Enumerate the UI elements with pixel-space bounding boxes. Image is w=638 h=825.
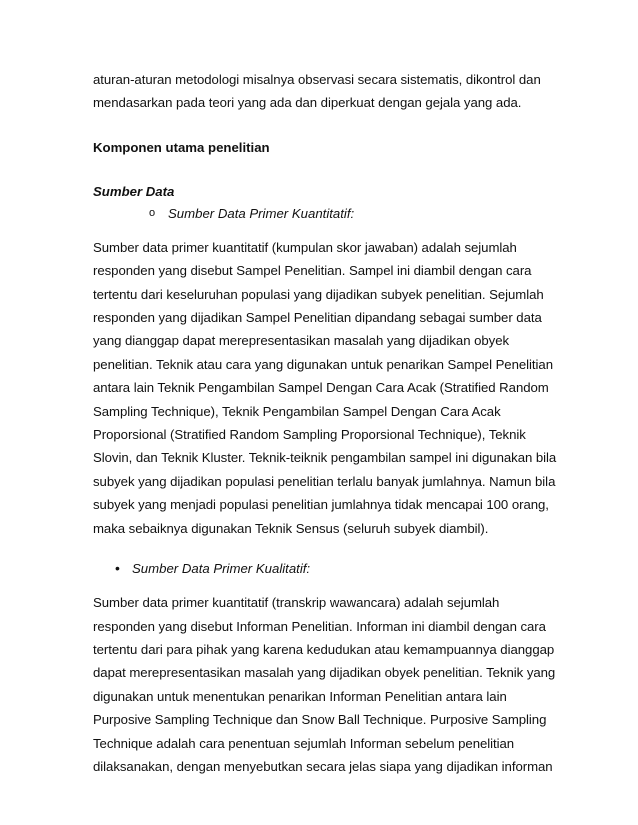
- text-line: responden yang disebut Informan Penelitian. Informan ini diambil dengan cara: [93, 618, 546, 634]
- text-line: Proporsional (Stratified Random Sampling Proporsional Technique), Teknik: [93, 427, 526, 443]
- hollow-bullet-icon: o: [149, 206, 156, 219]
- text-line: Sumber data primer kuantitatif (transkrip wawancara) adalah sejumlah: [93, 595, 500, 611]
- text-line: maka sebaiknya digunakan Teknik Sensus (seluruh subyek diambil).: [93, 520, 489, 536]
- text-line: Sumber data primer kuantitatif (kumpulan skor jawaban) adalah sejumlah: [93, 239, 517, 255]
- text-line: penelitian. Teknik atau cara yang digunakan untuk penarikan Sampel Penelitian: [93, 356, 553, 372]
- list-item-quantitative: [93, 202, 553, 225]
- subsection-heading: Sumber Data: [93, 183, 175, 199]
- text-line: responden yang dijadikan Sampel Penelitian dipandang sebagai sumber data: [93, 310, 542, 326]
- text-line: digunakan untuk menentukan penarikan Informan Penelitian antara lain: [93, 688, 507, 704]
- text-line: subyek yang menjadi populasi penelitian jumlahnya tidak mencapai 100 orang,: [93, 497, 549, 513]
- document-page: [93, 68, 557, 778]
- list-item-label: Sumber Data Primer Kuantitatif:: [168, 205, 355, 221]
- paragraph-quantitative: [93, 236, 557, 540]
- list-item-label: Sumber Data Primer Kualitatif:: [132, 561, 311, 577]
- text-line: tertentu dari keseluruhan populasi yang dijadikan subyek penelitian. Sejumlah: [93, 286, 544, 302]
- text-line: Slovin, dan Teknik Kluster. Teknik-teiknik pengambilan sampel ini digunakan bila: [93, 450, 557, 466]
- intro-paragraph: [93, 68, 553, 115]
- text-line: Purposive Sampling Technique dan Snow Ball Technique. Purposive Sampling: [93, 712, 547, 728]
- text-line: yang dianggap dapat merepresentasikan masalah yang dijadikan obyek: [93, 333, 510, 349]
- bullet-icon: •: [115, 560, 120, 577]
- text-line: mendasarkan pada teori yang ada dan diperkuat dengan gejala yang ada.: [93, 95, 522, 111]
- section-heading: Komponen utama penelitian: [93, 139, 270, 155]
- text-line: subyek yang dijadikan populasi penelitian terlalu banyak jumlahnya. Namun bila: [93, 473, 556, 489]
- text-line: responden yang disebut Sampel Penelitian. Sampel ini diambil dengan cara: [93, 263, 532, 279]
- text-line: tertentu dari para pihak yang karena kedudukan atau kemampuannya dianggap: [93, 641, 555, 657]
- text-line: dapat merepresentasikan masalah yang dijadikan obyek penelitian. Teknik yang: [93, 665, 556, 681]
- text-line: aturan-aturan metodologi misalnya observasi secara sistematis, dikontrol dan: [93, 72, 541, 87]
- list-item-qualitative: [93, 557, 553, 580]
- text-line: Sampling Technique), Teknik Pengambilan Sampel Dengan Cara Acak: [93, 403, 501, 419]
- text-line: antara lain Teknik Pengambilan Sampel Dengan Cara Acak (Stratified Random: [93, 380, 549, 396]
- text-line: Technique adalah cara penentuan sejumlah Informan sebelum penelitian: [93, 735, 515, 751]
- paragraph-qualitative: [93, 591, 556, 778]
- text-line: dilaksanakan, dengan menyebutkan secara jelas siapa yang dijadikan informan: [93, 758, 553, 774]
